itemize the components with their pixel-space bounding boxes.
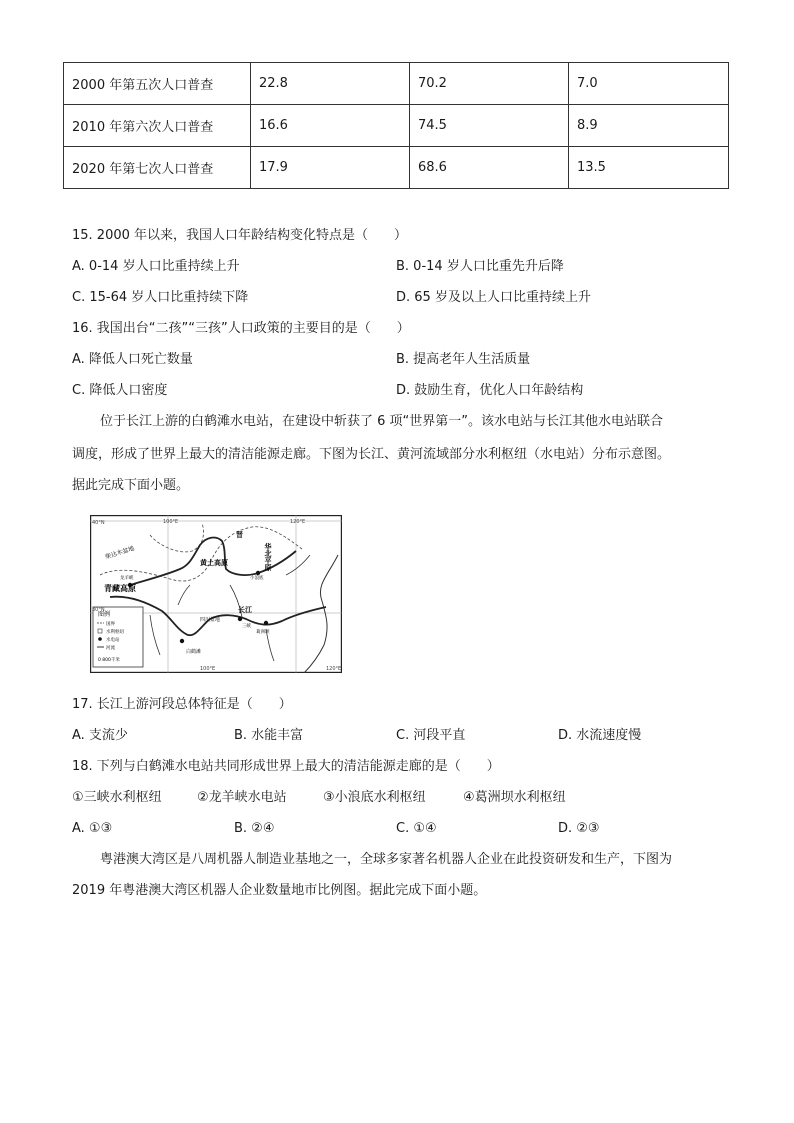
q17-option-b: B. 水能丰富 [234,728,304,743]
question-16-stem: 16. 我国出台“二孩”“三孩”人口政策的主要目的是（ ） [72,321,410,336]
lon-120-top: 120°E [290,519,306,525]
q17-option-a: A. 支流少 [72,728,128,743]
q15-option-d: D. 65 岁及以上人口比重持续上升 [396,290,591,305]
river-hydropower-map [90,515,342,673]
table-cell: 7.0 [569,63,729,105]
q15-option-c: C. 15-64 岁人口比重持续下降 [72,290,249,305]
lon-100-bottom: 100°E [200,666,216,672]
label-sichuan: 四川盆地 [200,617,221,623]
table-cell: 68.6 [410,147,569,189]
q18-option-b: B. ②④ [234,821,275,836]
passage-line: 粤港澳大湾区是八周机器人制造业基地之一，全球多家著名机器人企业在此投资研发和生产，下图为 [100,852,673,867]
q17-option-d: D. 水流速度慢 [558,728,642,743]
table-cell: 74.5 [410,105,569,147]
table-cell: 22.8 [251,63,410,105]
q18-item-1: ①三峡水利枢纽 [72,790,162,805]
label-qingzang: 青藏高原 [104,584,136,593]
table-cell: 8.9 [569,105,729,147]
label-longyangxia: 龙羊峡 [120,576,134,581]
label-jin: 晋 [236,531,243,539]
legend-station: 水电站 [106,638,120,643]
table-cell: 2020 年第七次人口普查 [64,147,251,189]
table-cell: 13.5 [569,147,729,189]
station-marker [238,617,242,621]
station-marker [264,621,268,625]
legend-station-swatch [98,637,102,641]
q16-option-d: D. 鼓励生育，优化人口年龄结构 [396,383,584,398]
table-cell: 2010 年第六次人口普查 [64,105,251,147]
label-chaidamu: 柴达木盆地 [104,544,136,561]
table-cell: 16.6 [251,105,410,147]
q17-option-c: C. 河段平直 [396,728,466,743]
legend-scale: 0 800千米 [98,658,120,663]
station-marker [256,571,260,575]
station-marker [180,639,184,643]
lat-40: 40°N [92,520,105,526]
passage-line: 2019 年粤港澳大湾区机器人企业数量地市比例图。据此完成下面小题。 [72,883,487,898]
legend-hub: 水利枢纽 [106,630,124,635]
table-cell: 70.2 [410,63,569,105]
label-xiaolangdi: 小浪底 [250,576,264,581]
legend-river: 河流 [106,646,115,651]
table-row [64,63,729,105]
lon-100-top: 100°E [163,519,179,525]
question-18-stem: 18. 下列与白鹤滩水电站共同形成世界上最大的清洁能源走廊的是（ ） [72,759,500,774]
q16-option-a: A. 降低人口死亡数量 [72,352,193,367]
label-sanxia: 三峡 [242,624,251,629]
q16-option-c: C. 降低人口密度 [72,383,168,398]
label-huangtu: 黄土高原 [200,559,228,567]
census-table [63,62,729,189]
passage-line: 位于长江上游的白鹤滩水电站，在建设中斩获了 6 项“世界第一”。该水电站与长江其他水电站联合 [100,414,664,429]
q18-option-c: C. ①④ [396,821,437,836]
legend-title: 图例 [98,611,111,618]
legend-border: 国界 [106,622,115,627]
q16-option-b: B. 提高老年人生活质量 [396,352,531,367]
question-17-stem: 17. 长江上游河段总体特征是（ ） [72,697,292,712]
q18-option-d: D. ②③ [558,821,600,836]
label-baihetan: 白鹤滩 [186,649,202,655]
lon-120-bottom: 120°E [326,666,342,672]
q18-item-2: ②龙羊峡水电站 [197,790,287,805]
q15-option-a: A. 0-14 岁人口比重持续上升 [72,259,240,274]
q15-option-b: B. 0-14 岁人口比重先升后降 [396,259,564,274]
q18-option-a: A. ①③ [72,821,113,836]
q18-item-4: ④葛洲坝水利枢纽 [463,790,566,805]
q18-item-3: ③小浪底水利枢纽 [323,790,426,805]
lat-30: 30°N [92,607,105,613]
table-cell: 17.9 [251,147,410,189]
table-row [64,105,729,147]
question-15-stem: 15. 2000 年以来，我国人口年龄结构变化特点是（ ） [72,228,408,243]
label-gezhouba: 葛洲坝 [256,630,270,635]
passage-line: 调度，形成了世界上最大的清洁能源走廊。下图为长江、黄河流域部分水利枢纽（水电站）分布示意图。 [72,447,671,462]
label-changjiang: 长江 [238,606,252,614]
label-huabei: 华北平原 [264,543,272,571]
passage-line: 据此完成下面小题。 [72,478,190,493]
table-row [64,147,729,189]
table-cell: 2000 年第五次人口普查 [64,63,251,105]
